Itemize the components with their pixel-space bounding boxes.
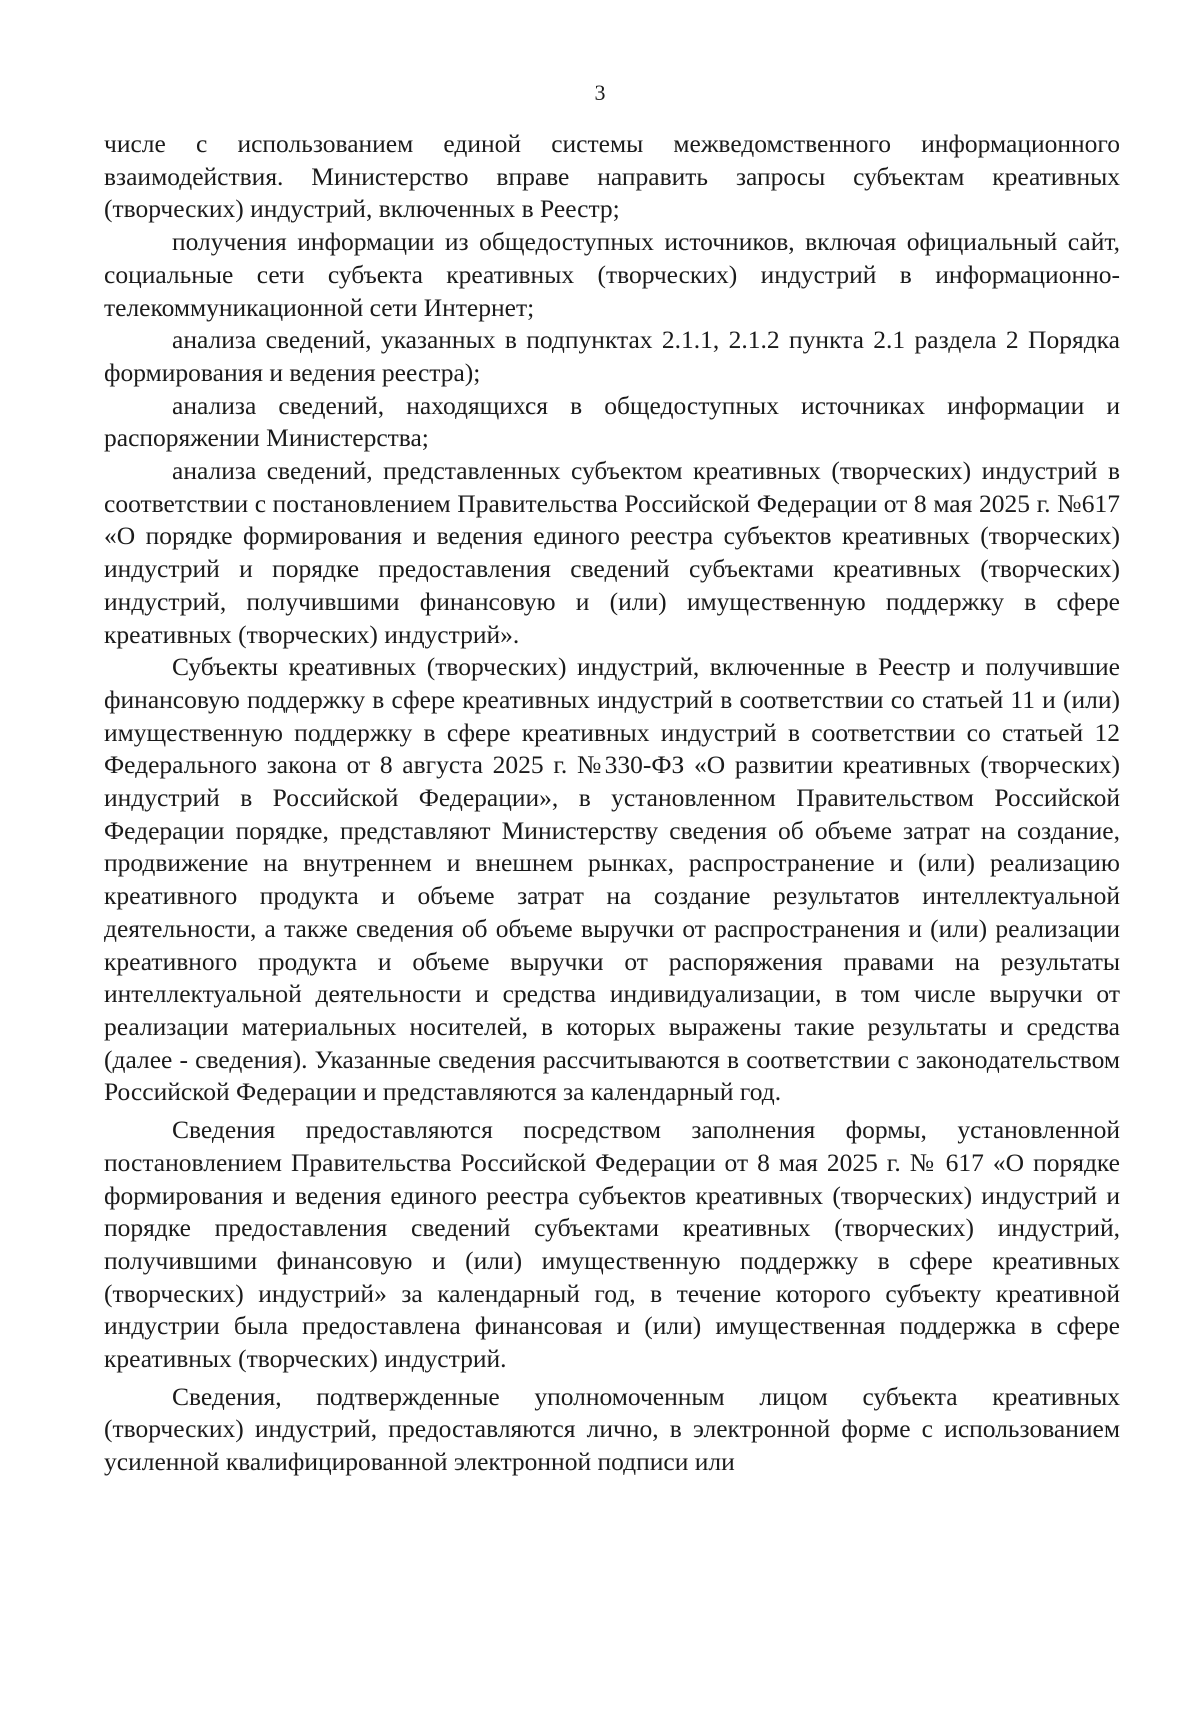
paragraph-registry-subjects: Субъекты креативных (творческих) индустрий, включенные в Реестр и получившие финансовую поддержку в сфере креативных индустрий в соответствии со статьей 11 и (или) имущественную поддержку в сфере креативных индустрий в соответствии со статьей 12 Федерального закона от 8 августа 2025 г. №330-ФЗ «О развитии креативных (творческих) индустрий в Российской Федерации», в установленном Правительством Российской Федерации порядке, представляют Министерству сведения об объеме затрат на создание, продвижение на внутреннем и внешнем рынках, распространение и (или) реализацию креативного продукта и объеме затрат на создание результатов интеллектуальной деятельности, а также сведения об объеме выручки от распространения и (или) реализации креативного продукта и объеме выручки от распоряжения правами на результаты интеллектуальной деятельности и средства индивидуализации, в том числе выручки от реализации материальных носителей, в которых выражены такие результаты и средства (далее - сведения). Указанные сведения рассчитываются в соответствии с законодательством Российской Федерации и представляются за календарный год. (104, 652, 1120, 1107)
paragraph-signature-submission: Сведения, подтвержденные уполномоченным лицом субъекта креативных (творческих) индустрий, предоставляются лично, в электронной форме с использованием усиленной квалифицированной электронной подписи или (104, 1381, 1120, 1477)
paragraph-public-sources: получения информации из общедоступных источников, включая официальный сайт, социальные сети субъекта креативных (творческих) индустрий в информационно-телекоммуникационной сети Интернет; (104, 227, 1120, 322)
paragraph-analysis-subitems: анализа сведений, указанных в подпунктах 2.1.1, 2.1.2 пункта 2.1 раздела 2 Порядка формирования и ведения реестра); (104, 325, 1120, 387)
paragraph-continuation: числе с использованием единой системы межведомственного информационного взаимодействия. Министерство вправе направить запросы субъектам креативных (творческих) индустрий, включенных в Реестр; (104, 129, 1120, 224)
paragraph-form-submission: Сведения предоставляются посредством заполнения формы, установленной постановлением Правительства Российской Федерации от 8 мая 2025 г. № 617 «О порядке формирования и ведения единого реестра субъектов креативных (творческих) индустрий и порядке предоставления сведений субъектами креативных (творческих) индустрий, получившими финансовую и (или) имущественную поддержку в сфере креативных (творческих) индустрий» за календарный год, в течение которого субъекту креативной индустрии была предоставлена финансовая и (или) имущественная поддержка в сфере креативных (творческих) индустрий. (104, 1115, 1120, 1374)
document-body (104, 128, 1120, 1479)
page-number: 3 (594, 80, 606, 105)
paragraph-analysis-public-info: анализа сведений, находящихся в общедоступных источниках информации и распоряжении Министерства; (104, 390, 1120, 453)
paragraph-analysis-submitted: анализа сведений, представленных субъектом креативных (творческих) индустрий в соответствии с постановлением Правительства Российской Федерации от 8 мая 2025 г. №617 «О порядке формирования и ведения единого реестра субъектов креативных (творческих) индустрий и порядке предоставления сведений субъектами креативных (творческих) индустрий, получившими финансовую и (или) имущественную поддержку в сфере креативных (творческих) индустрий». (104, 456, 1120, 649)
